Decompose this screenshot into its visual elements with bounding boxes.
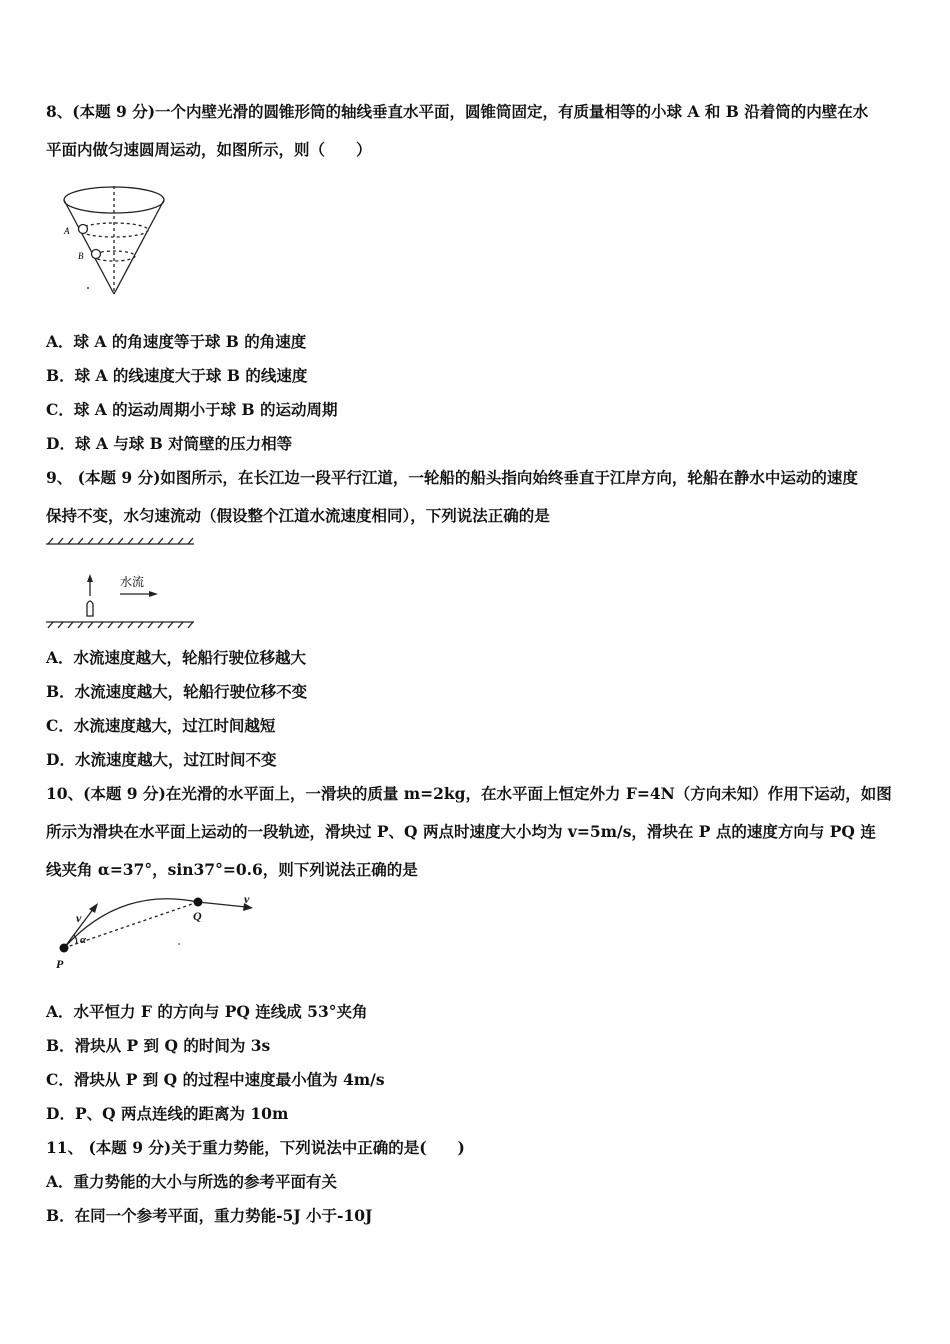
- q10-stem-line3: 线夹角 α=37°，sin37°=0.6，则下列说法正确的是: [46, 860, 418, 879]
- q8-stem-line2: 平面内做匀速圆周运动，如图所示，则（ ）: [46, 140, 372, 159]
- point-q: [194, 898, 203, 907]
- q8-stem-line1: 8、(本题 9 分)一个内壁光滑的圆锥形筒的轴线垂直水平面，圆锥筒固定，有质量相等的小球 A 和 B 沿着筒的内壁在水: [46, 102, 869, 121]
- q10-stem-line1: 10、(本题 9 分)在光滑的水平面上，一滑块的质量 m=2kg，在水平面上恒定外力 F=4N（方向未知）作用下运动，如图: [46, 784, 892, 803]
- q9-option-d: D．水流速度越大，过江时间不变: [46, 750, 277, 769]
- label-p: P: [56, 957, 64, 971]
- q10-option-b: B．滑块从 P 到 Q 的时间为 3s: [46, 1036, 271, 1055]
- bottom-bank-hatch: [48, 622, 193, 628]
- q8-cone-figure: [58, 178, 174, 303]
- q9-stem-line1: 9、 (本题 9 分)如图所示，在长江边一段平行江道，一轮船的船头指向始终垂直于江岸方向，轮船在静水中运动的速度: [46, 468, 858, 487]
- q8-option-b: B．球 A 的线速度大于球 B 的线速度: [46, 366, 308, 385]
- q8-option-a: A．球 A 的角速度等于球 B 的角速度: [46, 332, 307, 351]
- q9-river-figure: [44, 536, 199, 632]
- label-b: B: [78, 251, 84, 261]
- q10-stem-line2: 所示为滑块在水平面上运动的一段轨迹，滑块过 P、Q 两点时速度大小均为 v=5m/s，滑块在 P 点的速度方向与 PQ 连: [46, 822, 876, 841]
- q10-option-d: D．P、Q 两点连线的距离为 10m: [46, 1104, 289, 1123]
- ball-b: [92, 250, 101, 259]
- label-v-p: v: [76, 911, 82, 925]
- q8-option-c: C．球 A 的运动周期小于球 B 的运动周期: [46, 400, 338, 419]
- q11-stem-line1: 11、 (本题 9 分)关于重力势能，下列说法中正确的是( ): [46, 1138, 465, 1157]
- label-v-q: v: [244, 892, 250, 906]
- ball-a: [79, 225, 88, 234]
- label-a: A: [64, 226, 70, 236]
- point-p: [60, 944, 69, 953]
- label-q: Q: [193, 909, 202, 923]
- q9-option-a: A．水流速度越大，轮船行驶位移越大: [46, 648, 307, 667]
- q8-option-d: D．球 A 与球 B 对筒壁的压力相等: [46, 434, 293, 453]
- q10-trajectory-figure: [50, 892, 270, 974]
- q11-option-b: B．在同一个参考平面，重力势能-5J 小于-10J: [46, 1206, 373, 1225]
- velocity-arrow-q: [198, 902, 246, 907]
- boat-shape: [87, 601, 93, 616]
- q10-option-c: C．滑块从 P 到 Q 的过程中速度最小值为 4m/s: [46, 1070, 385, 1089]
- q9-option-c: C．水流速度越大，过江时间越短: [46, 716, 276, 735]
- label-alpha: α: [80, 934, 87, 946]
- q9-stem-line2: 保持不变，水匀速流动（假设整个江道水流速度相同），下列说法正确的是: [46, 506, 550, 525]
- q10-option-a: A．水平恒力 F 的方向与 PQ 连线成 53°夹角: [46, 1002, 368, 1021]
- water-flow-label: 水流: [120, 575, 145, 589]
- q11-option-a: A．重力势能的大小与所选的参考平面有关: [46, 1172, 338, 1191]
- q9-option-b: B．水流速度越大，轮船行驶位移不变: [46, 682, 308, 701]
- top-bank-hatch: [48, 538, 193, 544]
